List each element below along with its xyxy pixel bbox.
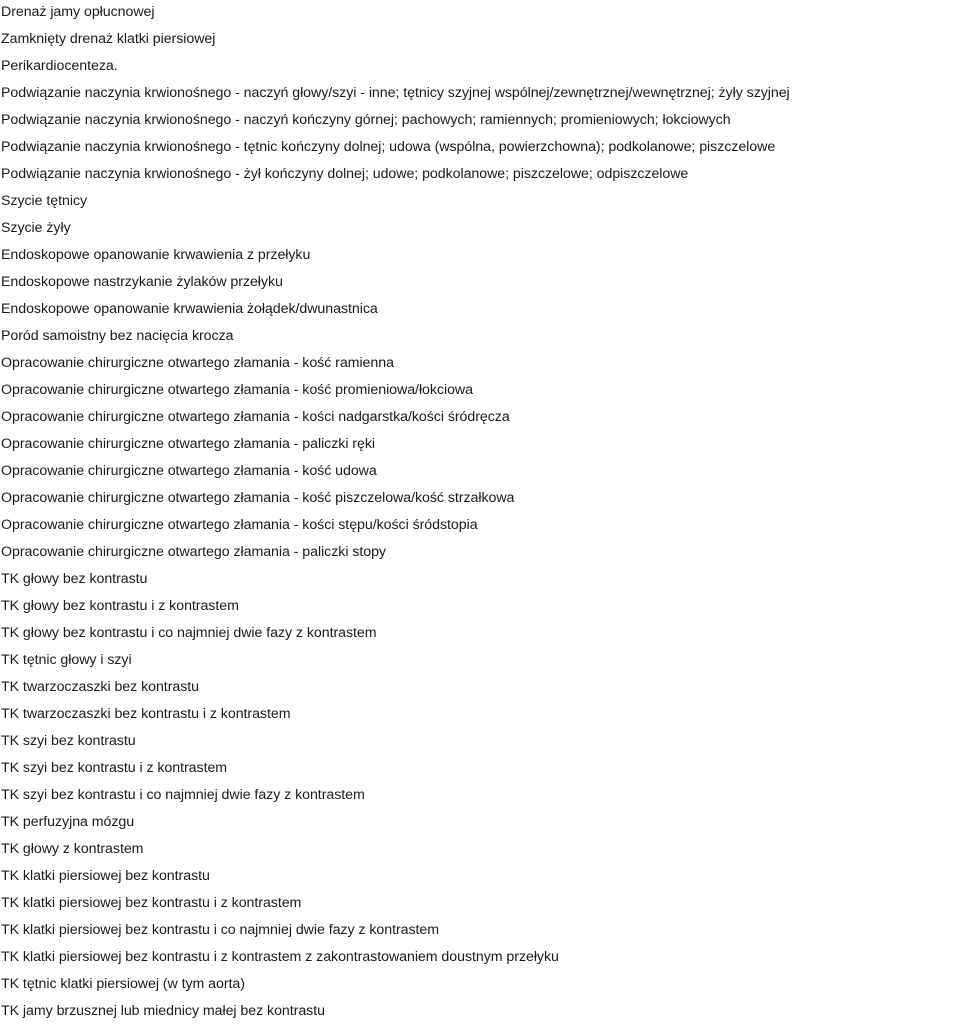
list-item: Endoskopowe nastrzykanie żylaków przełyku	[1, 274, 283, 290]
list-item: Podwiązanie naczynia krwionośnego - tętnic kończyny dolnej; udowa (wspólna, powierzchowna); podkolanowe; piszczelowe	[1, 139, 776, 155]
list-item: Zamknięty drenaż klatki piersiowej	[1, 31, 216, 47]
list-item: TK tętnic klatki piersiowej (w tym aorta)	[1, 976, 245, 992]
list-item: Endoskopowe opanowanie krwawienia z przełyku	[1, 247, 311, 263]
list-item: Podwiązanie naczynia krwionośnego - naczyń kończyny górnej; pachowych; ramiennych; promieniowych; łokciowych	[1, 112, 731, 128]
list-item: Opracowanie chirurgiczne otwartego złamania - kości nadgarstka/kości śródręcza	[1, 409, 510, 425]
list-item: Opracowanie chirurgiczne otwartego złamania - kości stępu/kości śródstopia	[1, 517, 478, 533]
list-item: TK głowy bez kontrastu i co najmniej dwie fazy z kontrastem	[1, 625, 377, 641]
list-item: TK klatki piersiowej bez kontrastu	[1, 868, 210, 884]
list-item: Perikardiocenteza.	[1, 58, 118, 74]
list-item: TK twarzoczaszki bez kontrastu	[1, 679, 199, 695]
list-item: Opracowanie chirurgiczne otwartego złamania - kość piszczelowa/kość strzałkowa	[1, 490, 515, 506]
list-item: Endoskopowe opanowanie krwawienia żołądek/dwunastnica	[1, 301, 378, 317]
list-item: TK głowy z kontrastem	[1, 841, 144, 857]
list-item: TK klatki piersiowej bez kontrastu i z kontrastem z zakontrastowaniem doustnym przełyku	[1, 949, 559, 965]
list-item: TK głowy bez kontrastu	[1, 571, 148, 587]
list-item: TK twarzoczaszki bez kontrastu i z kontrastem	[1, 706, 291, 722]
list-item: TK klatki piersiowej bez kontrastu i co najmniej dwie fazy z kontrastem	[1, 922, 440, 938]
list-item: Opracowanie chirurgiczne otwartego złamania - kość ramienna	[1, 355, 394, 371]
list-item: TK szyi bez kontrastu i z kontrastem	[1, 760, 228, 776]
list-item: TK klatki piersiowej bez kontrastu i z kontrastem	[1, 895, 302, 911]
list-item: Szycie tętnicy	[1, 193, 88, 209]
list-item: TK głowy bez kontrastu i z kontrastem	[1, 598, 239, 614]
list-item: TK jamy brzusznej lub miednicy małej bez kontrastu	[1, 1003, 325, 1019]
list-item: Poród samoistny bez nacięcia krocza	[1, 328, 234, 344]
list-item: TK szyi bez kontrastu	[1, 733, 136, 749]
list-item: Drenaż jamy opłucnowej	[1, 4, 155, 20]
list-item: Opracowanie chirurgiczne otwartego złamania - kość udowa	[1, 463, 377, 479]
list-item: Opracowanie chirurgiczne otwartego złamania - kość promieniowa/łokciowa	[1, 382, 473, 398]
list-item: Podwiązanie naczynia krwionośnego - żył kończyny dolnej; udowe; podkolanowe; piszczelowe; odpiszczelowe	[1, 166, 689, 182]
list-item: TK perfuzyjna mózgu	[1, 814, 135, 830]
list-item: TK tętnic głowy i szyi	[1, 652, 132, 668]
list-item: Podwiązanie naczynia krwionośnego - naczyń głowy/szyi - inne; tętnicy szyjnej wspólnej/zewnętrznej/wewnętrznej; żyły szyjnej	[1, 85, 790, 101]
list-item: Opracowanie chirurgiczne otwartego złamania - paliczki ręki	[1, 436, 375, 452]
list-item: Opracowanie chirurgiczne otwartego złamania - paliczki stopy	[1, 544, 386, 560]
list-item: TK szyi bez kontrastu i co najmniej dwie fazy z kontrastem	[1, 787, 365, 803]
list-item: Szycie żyły	[1, 220, 71, 236]
